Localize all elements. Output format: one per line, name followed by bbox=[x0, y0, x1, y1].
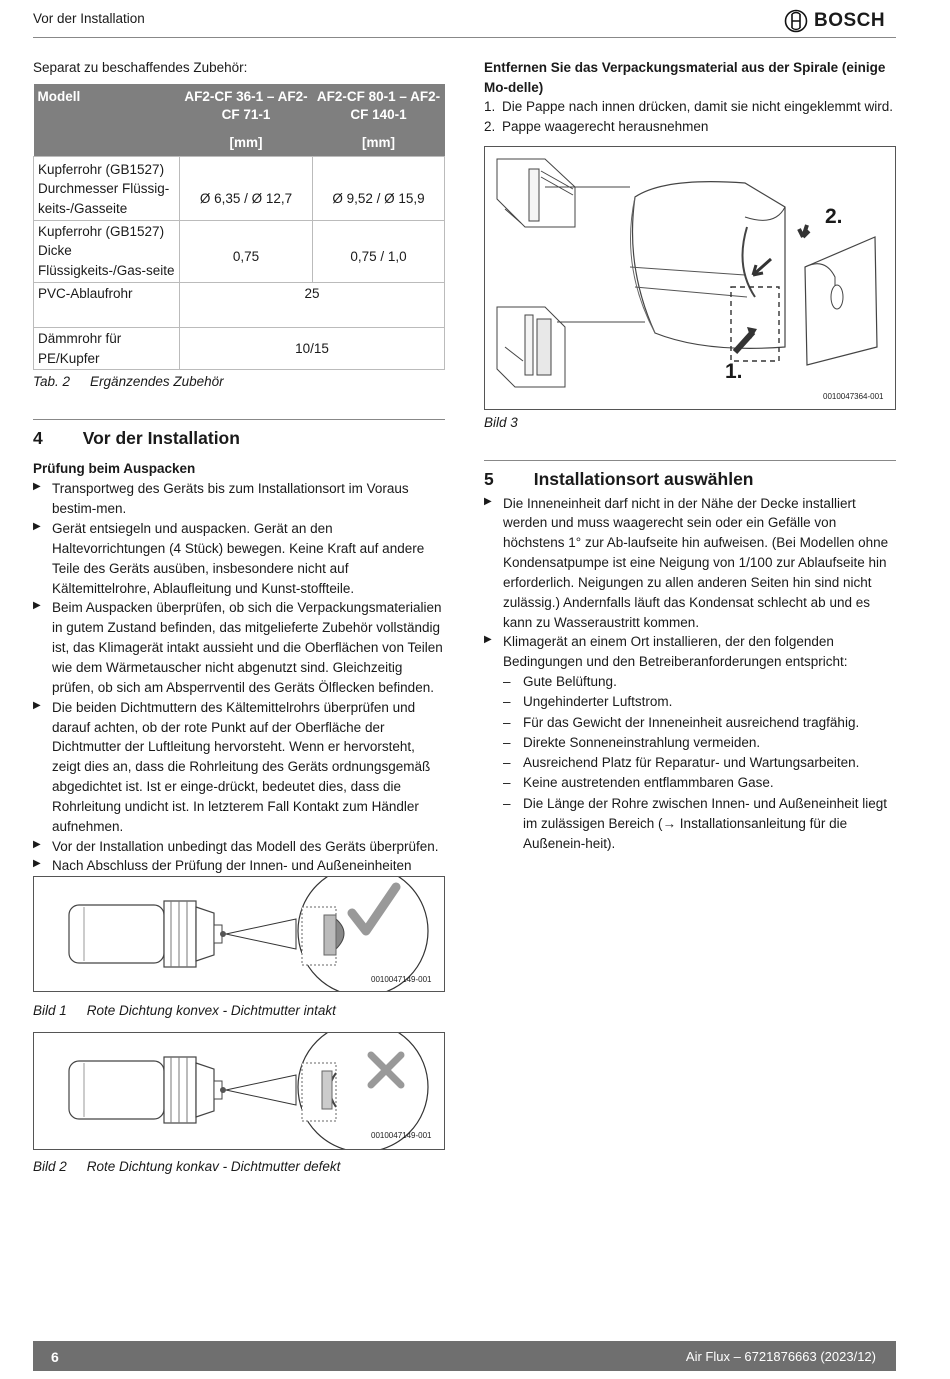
list-item: ▶ Klimagerät an einem Ort installieren, der den folgenden Bedingungen und den Betreiberanforderungen entspricht: bbox=[484, 632, 896, 672]
section-5-heading bbox=[484, 467, 896, 492]
list-item bbox=[484, 117, 896, 137]
header-rule bbox=[33, 37, 896, 38]
table-header-row bbox=[34, 84, 445, 156]
bosch-logo bbox=[784, 7, 885, 36]
packaging-steps bbox=[484, 97, 896, 138]
table-row bbox=[34, 283, 445, 328]
step-number: 2. bbox=[484, 119, 496, 135]
table-cell-label bbox=[34, 156, 180, 220]
list-item: ▶ Beim Auspacken überprüfen, ob sich die Verpackungsmaterialien in gutem Zustand befinden, das mitgelieferte Zubehör vollständig ist, das Klimagerät intakt aussieht und die Oberflächen von Teilen wie dem Wärmetauscher nicht abgenutzt sind. Gleichzeitig prüfen, ob sich am Absperrventil des Geräts Ölflecken befinden. bbox=[33, 598, 445, 697]
page-footer bbox=[33, 1341, 896, 1371]
table-header-group2 bbox=[313, 84, 445, 156]
bosch-armature-icon bbox=[784, 9, 808, 33]
table-header-group1 bbox=[180, 84, 313, 156]
packaging-heading: Entfernen Sie das Verpackungsmaterial aus der Spirale (einige Mo-delle) bbox=[484, 60, 886, 95]
figure-code: 0010047149-001 bbox=[371, 975, 432, 984]
figure-caption-number: Bild 1 bbox=[33, 1003, 67, 1018]
table-cell-value: 0,75 bbox=[180, 220, 313, 283]
table-header-unit: [mm] bbox=[362, 134, 395, 150]
section-rule bbox=[484, 460, 896, 461]
figure-3-packaging-removal bbox=[484, 146, 896, 410]
figure-3-label-1: 1. bbox=[725, 360, 743, 383]
row-label-property: Dicke Flüssigkeits-/Gas-seite bbox=[38, 243, 175, 278]
list-item: – Keine austretenden entflammbaren Gase. bbox=[503, 773, 896, 793]
table-header-unit: [mm] bbox=[229, 134, 263, 150]
row-label-property: Durchmesser Flüssig-keits-/Gasseite bbox=[38, 181, 170, 217]
document-reference: Air Flux – 6721876663 (2023/12) bbox=[685, 1349, 876, 1364]
table-caption-text: Ergänzendes Zubehör bbox=[90, 374, 224, 390]
table-cell-label: PVC-Ablaufrohr bbox=[34, 283, 180, 328]
right-column bbox=[484, 58, 896, 138]
figure-caption-text: Rote Dichtung konvex - Dichtmutter intakt bbox=[86, 1003, 336, 1018]
figure-caption-text: Rote Dichtung konkav - Dichtmutter defekt bbox=[86, 1159, 341, 1174]
running-header-title: Vor der Installation bbox=[33, 11, 145, 26]
figure-3-caption: Bild 3 bbox=[484, 415, 518, 430]
pull-arrow-icon bbox=[799, 225, 809, 237]
table-caption bbox=[33, 372, 445, 392]
coil-packaging-illustration bbox=[485, 147, 895, 409]
table-cell-value: Ø 9,52 / Ø 15,9 bbox=[313, 156, 445, 220]
table-row bbox=[34, 328, 445, 370]
table-cell-value: Ø 6,35 / Ø 12,7 bbox=[180, 156, 313, 220]
list-item: ▶ Die Inneneinheit darf nicht in der Nähe der Decke installiert werden und muss waagerecht sein oder ein Gefälle von höchstens 1° zur Ab-laufseite hin aufweisen. (Bei Modellen ohne Kondensatpumpe ist eine Neigung von 1/100 zur Ablaufseite hin erforderlich. Neigungen zu allen anderen Seiten hin sind nicht zulässig.) Andernfalls läuft das Kondensat schlecht ab und es kann zu Wasseraustritt kommen. bbox=[484, 494, 896, 633]
subheading-unpacking: Prüfung beim Auspacken bbox=[33, 461, 196, 477]
table-caption-number: Tab. 2 bbox=[33, 374, 71, 390]
location-conditions bbox=[503, 672, 896, 854]
list-item: – Für das Gewicht der Inneneinheit ausreichend tragfähig. bbox=[503, 713, 896, 733]
figure-caption-number: Bild 2 bbox=[33, 1159, 67, 1174]
list-item: ▶ Vor der Installation unbedingt das Modell des Geräts überprüfen. bbox=[33, 837, 445, 857]
list-item: ▶ Gerät entsiegeln und auspacken. Gerät an den Haltevorrichtungen (4 Stück) bewegen. Keine Kraft auf andere Teile des Geräts ausüben, insbesondere nicht auf Kältemittelrohre, Ablaufleitung und Kunst-stoffteile. bbox=[33, 519, 445, 598]
list-item: – Ausreichend Platz für Reparatur- und Wartungsarbeiten. bbox=[503, 753, 896, 773]
list-item: ▶ Nach Abschluss der Prüfung der Innen- und Außeneinheiten bbox=[33, 856, 445, 916]
section-number: 5 bbox=[484, 469, 494, 489]
row-label-material: Kupferrohr (GB1527) bbox=[38, 223, 165, 239]
section-title: Vor der Installation bbox=[82, 427, 240, 448]
table-row bbox=[34, 220, 445, 283]
list-item bbox=[484, 97, 896, 117]
figure-3-label-2: 2. bbox=[825, 205, 843, 228]
bosch-wordmark: BOSCH bbox=[814, 10, 886, 31]
table-row bbox=[34, 156, 445, 220]
figure-2-defective-nut bbox=[33, 1032, 445, 1150]
page-number: 6 bbox=[51, 1349, 59, 1365]
accessories-intro: Separat zu beschaffendes Zubehör: bbox=[33, 60, 248, 75]
figure-code: 0010047364-001 bbox=[823, 392, 884, 401]
unpacking-checklist bbox=[33, 479, 445, 916]
section-number: 4 bbox=[33, 427, 43, 448]
location-requirements bbox=[484, 494, 896, 673]
figure-code: 0010047149-001 bbox=[371, 1131, 432, 1140]
table-header-group2-label: AF2-CF 80-1 – AF2-CF 140-1 bbox=[316, 89, 441, 123]
list-item: – Die Länge der Rohre zwischen Innen- und Außeneinheit liegt im zulässigen Bereich (→ Installationsanleitung für die Außenein-heit). bbox=[503, 794, 896, 855]
list-item: ▶ Die beiden Dichtmuttern des Kältemittelrohrs überprüfen und darauf achten, ob der rote Punkt auf der Oberfläche der Dichtmutter der Luftleitung hervorsteht. Wenn er hervorsteht, zeigt dies an, dass die Rohrleitung des Geräts ordnungsgemäß abgedichtet ist. Ist er einge-drückt, bedeutet dies, dass die Rohrleitung undicht ist. In letzterem Fall Kontakt zum Händler aufnehmen. bbox=[33, 698, 445, 837]
step-text: Die Pappe nach innen drücken, damit sie nicht eingeklemmt wird. bbox=[502, 99, 893, 115]
section-5 bbox=[484, 438, 896, 854]
table-header-model: Modell bbox=[34, 84, 180, 156]
left-column bbox=[33, 58, 445, 916]
table-header-group1-label: AF2-CF 36-1 – AF2-CF 71-1 bbox=[184, 89, 308, 123]
figure-2-caption bbox=[33, 1157, 360, 1177]
figure-1-caption bbox=[33, 1001, 356, 1021]
table-cell-value: 25 bbox=[180, 283, 445, 328]
list-item: ▶ Transportweg des Geräts bis zum Installationsort im Voraus bestim-men. bbox=[33, 479, 445, 519]
section-title: Installationsort auswählen bbox=[533, 469, 754, 489]
list-item: – Ungehinderter Luftstrom. bbox=[503, 692, 896, 712]
step-text: Pappe waagerecht herausnehmen bbox=[502, 119, 709, 135]
section-4-heading bbox=[33, 426, 445, 451]
table-cell-label: Dämmrohr für PE/Kupfer bbox=[34, 328, 180, 370]
section-rule bbox=[33, 419, 445, 420]
table-cell-value: 10/15 bbox=[180, 328, 445, 370]
step-number: 1. bbox=[484, 99, 496, 115]
list-item: – Direkte Sonneneinstrahlung vermeiden. bbox=[503, 733, 896, 753]
figure-1-intact-nut bbox=[33, 876, 445, 992]
accessories-table bbox=[33, 84, 445, 370]
table-cell-label bbox=[34, 220, 180, 283]
list-item: – Gute Belüftung. bbox=[503, 672, 896, 692]
row-label-material: Kupferrohr (GB1527) bbox=[38, 161, 165, 177]
table-cell-value: 0,75 / 1,0 bbox=[313, 220, 445, 283]
